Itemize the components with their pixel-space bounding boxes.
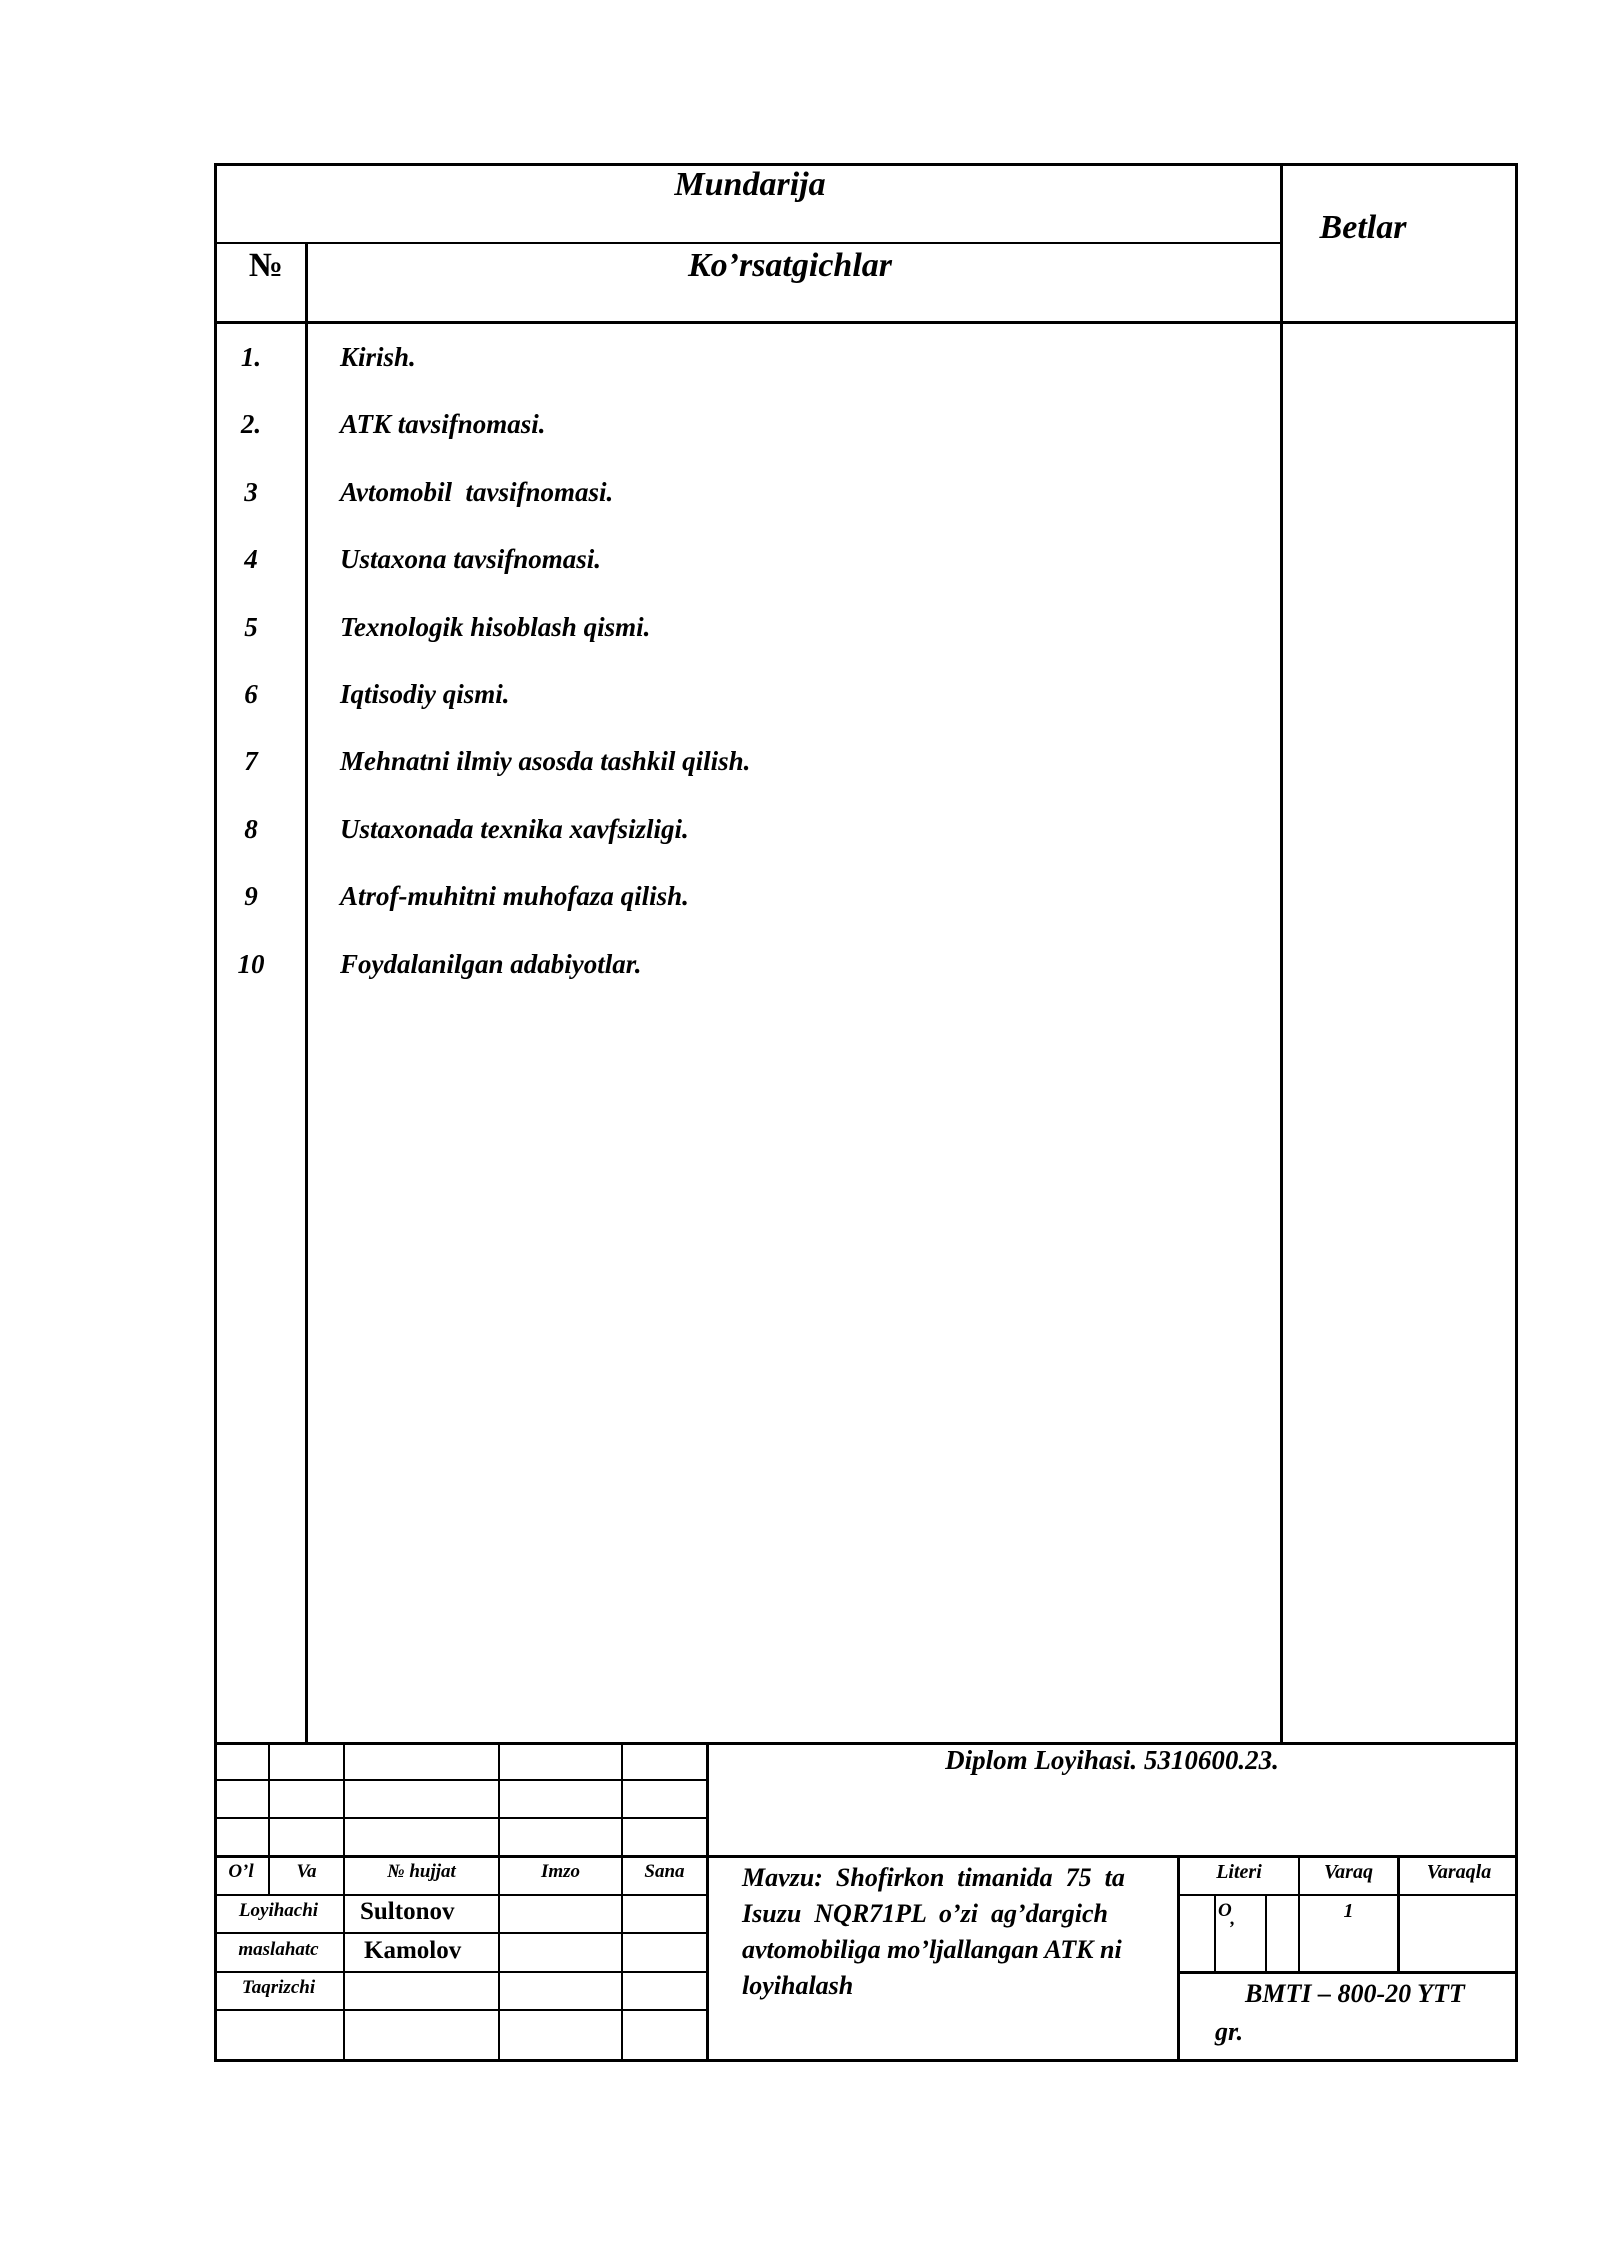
topic-line: avtomobiliga mo’ljallangan ATK ni xyxy=(742,1935,1122,1964)
stamp-col-header: Sana xyxy=(644,1861,685,1882)
stamp-role: Loyihachi xyxy=(238,1900,319,1921)
toc-item: Avtomobil tavsifnomasi. xyxy=(340,477,614,507)
stamp-col-line xyxy=(498,1742,500,2060)
number-column-line xyxy=(305,242,308,1745)
toc-item: Mehnatni ilmiy asosda tashkil qilish. xyxy=(340,746,751,776)
stamp-col-line xyxy=(343,1742,345,2060)
toc-item: ATK tavsifnomasi. xyxy=(340,409,546,439)
stamp-group-row xyxy=(1177,1971,1518,1974)
toc-number: 9 xyxy=(244,881,258,911)
varaqla-label: Varaqla xyxy=(1426,1861,1492,1883)
group-suffix: gr. xyxy=(1215,2017,1244,2046)
frame-left xyxy=(214,163,217,2062)
stamp-literi-row xyxy=(1177,1894,1518,1896)
stamp-name: Sultonov xyxy=(360,1898,455,1925)
varaq-label: Varaq xyxy=(1324,1861,1373,1883)
toc-number: 5 xyxy=(244,612,258,642)
group-code: BMTI – 800-20 YTT xyxy=(1245,1979,1465,2008)
pages-column-line xyxy=(1280,163,1283,1745)
document-code: Diplom Loyihasi. 5310600.23. xyxy=(945,1745,1279,1775)
toc-number: 4 xyxy=(244,544,258,574)
stamp-col-header: O’l xyxy=(228,1861,254,1882)
page-title: Mundarija xyxy=(674,166,826,203)
frame-bottom xyxy=(214,2059,1518,2062)
toc-item: Ustaxonada texnika xavfsizligi. xyxy=(340,814,689,844)
toc-number: 8 xyxy=(244,814,258,844)
stamp-col-header: Imzo xyxy=(540,1861,581,1882)
column-label: Ko’rsatgichlar xyxy=(687,247,893,284)
toc-item: Iqtisodiy qismi. xyxy=(340,679,510,709)
toc-item: Ustaxona tavsifnomasi. xyxy=(340,544,602,574)
toc-item: Texnologik hisoblash qismi. xyxy=(340,612,651,642)
header-divider xyxy=(214,242,1282,244)
toc-number: 7 xyxy=(244,746,258,776)
stamp-row-line xyxy=(214,1817,708,1819)
stamp-row-line xyxy=(214,1779,708,1781)
varaq-value: 1 xyxy=(1343,1900,1354,1922)
stamp-row-line xyxy=(214,1855,1518,1858)
topic-line: loyihalash xyxy=(742,1971,854,2000)
stamp-col-header: № hujjat xyxy=(387,1861,456,1882)
toc-item: Foydalanilgan adabiyotlar. xyxy=(340,949,642,979)
topic-line: Isuzu NQR71PL o’zi ag’dargich xyxy=(742,1899,1108,1928)
topic-line: Mavzu: Shofirkon timanida 75 ta xyxy=(742,1863,1125,1892)
literi-mark: ’ xyxy=(1228,1918,1235,1939)
toc-number: 3 xyxy=(244,477,258,507)
stamp-row-line xyxy=(214,1894,708,1896)
stamp-col-line xyxy=(706,1742,709,2060)
stamp-right-divider xyxy=(1177,1855,1180,2060)
stamp-literi-sub xyxy=(1214,1894,1216,1971)
header-bottom xyxy=(214,321,1518,324)
stamp-role: Taqrizchi xyxy=(241,1977,316,1998)
stamp-col-header: Va xyxy=(296,1861,317,1882)
literi-value: O xyxy=(1218,1900,1232,1921)
stamp-name: Kamolov xyxy=(364,1937,462,1964)
toc-item: Atrof-muhitni muhofaza qilish. xyxy=(340,881,689,911)
toc-number: 1. xyxy=(240,342,262,372)
stamp-col-line xyxy=(621,1742,623,2060)
toc-number: 2. xyxy=(240,409,262,439)
pages-label: Betlar xyxy=(1319,209,1407,246)
number-label: № xyxy=(248,247,284,284)
toc-number: 10 xyxy=(237,949,265,979)
stamp-literi-sub xyxy=(1265,1894,1267,1971)
toc-item: Kirish. xyxy=(340,342,416,372)
stamp-role: maslahatc xyxy=(238,1939,319,1960)
stamp-row-line xyxy=(214,2009,708,2011)
stamp-row-line xyxy=(214,1971,708,1973)
frame-right xyxy=(1515,163,1518,2062)
literi-label: Literi xyxy=(1216,1861,1262,1883)
toc-number: 6 xyxy=(244,679,258,709)
stamp-row-line xyxy=(214,1932,708,1934)
